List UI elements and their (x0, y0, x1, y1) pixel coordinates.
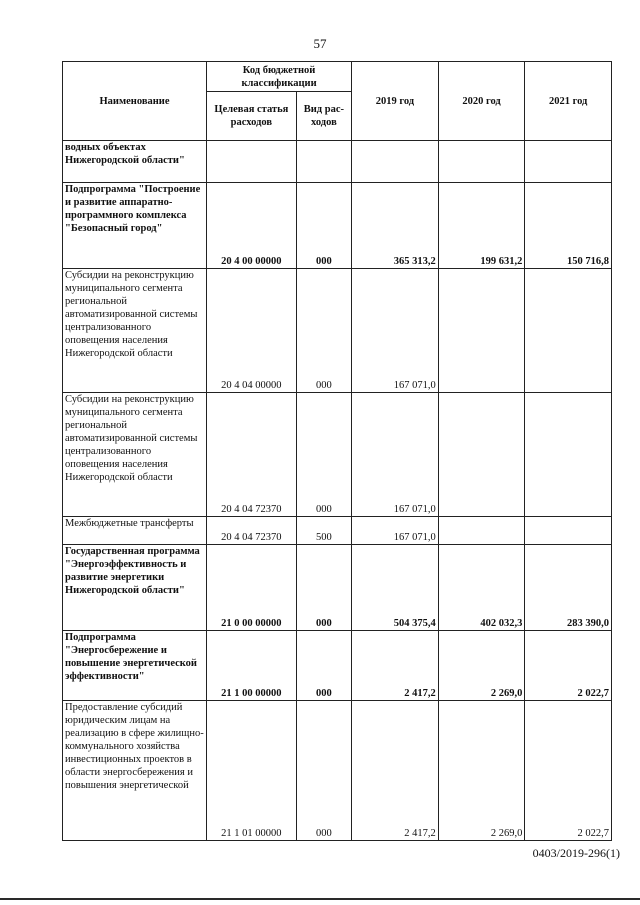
header-year-2020: 2020 год (438, 62, 525, 141)
row-code: 21 1 00 00000 (207, 631, 297, 701)
row-type: 000 (296, 631, 351, 701)
budget-table (62, 61, 612, 841)
table-row (63, 517, 612, 545)
row-name: Подпрограмма "Построение и развитие аппаратно-программного комплекса "Безопасный город" (63, 183, 207, 269)
row-code (207, 141, 297, 183)
table-row (63, 269, 612, 393)
row-2019: 167 071,0 (352, 517, 439, 545)
table-row (63, 393, 612, 517)
row-code: 20 4 04 72370 (207, 517, 297, 545)
row-2020: 402 032,3 (438, 545, 525, 631)
row-2021 (525, 141, 612, 183)
row-code: 21 1 01 00000 (207, 701, 297, 841)
header-target-article: Целевая статья расходов (207, 92, 297, 141)
header-name: Наименование (63, 62, 207, 141)
row-code: 20 4 04 72370 (207, 393, 297, 517)
row-type (296, 141, 351, 183)
row-2020 (438, 141, 525, 183)
row-2021 (525, 517, 612, 545)
row-2021: 2 022,7 (525, 701, 612, 841)
header-expense-type: Вид рас-ходов (296, 92, 351, 141)
header-year-2019: 2019 год (352, 62, 439, 141)
row-type: 000 (296, 545, 351, 631)
row-2019: 167 071,0 (352, 269, 439, 393)
row-2021 (525, 269, 612, 393)
row-2020 (438, 269, 525, 393)
row-2019: 504 375,4 (352, 545, 439, 631)
header-year-2021: 2021 год (525, 62, 612, 141)
row-type: 000 (296, 393, 351, 517)
table-row (63, 183, 612, 269)
row-2021: 150 716,8 (525, 183, 612, 269)
row-code: 20 4 04 00000 (207, 269, 297, 393)
row-2020 (438, 393, 525, 517)
page-number: 57 (313, 36, 327, 51)
row-name: Подпрограмма "Энергосбережение и повышение энергетической эффективности" (63, 631, 207, 701)
table-row (63, 701, 612, 841)
row-type: 000 (296, 183, 351, 269)
row-type: 000 (296, 701, 351, 841)
row-name: Предоставление субсидий юридическим лицам на реализацию в сфере жилищно-коммунального хозяйства инвестиционных проектов в области энергосбережения и повышения энергетической (63, 701, 207, 841)
row-2019: 2 417,2 (352, 701, 439, 841)
row-code: 20 4 00 00000 (207, 183, 297, 269)
row-name: Субсидии на реконструкцию муниципального сегмента региональной автоматизированной системы централизованного оповещения населения Нижегородской области (63, 269, 207, 393)
row-name: Межбюджетные трансферты (63, 517, 207, 545)
row-2020: 199 631,2 (438, 183, 525, 269)
row-name: водных объектах Нижегородской области" (63, 141, 207, 183)
table-row (63, 141, 612, 183)
row-2021: 283 390,0 (525, 545, 612, 631)
row-2019: 365 313,2 (352, 183, 439, 269)
row-type: 500 (296, 517, 351, 545)
table-row (63, 545, 612, 631)
document-code: 0403/2019-296(1) (532, 846, 620, 860)
scan-edge-line (0, 898, 640, 900)
row-name: Государственная программа "Энергоэффективность и развитие энергетики Нижегородской области" (63, 545, 207, 631)
row-2020: 2 269,0 (438, 631, 525, 701)
row-2021 (525, 393, 612, 517)
row-2019: 2 417,2 (352, 631, 439, 701)
row-2020: 2 269,0 (438, 701, 525, 841)
row-name: Субсидии на реконструкцию муниципального сегмента региональной автоматизированной системы централизованного оповещения населения Нижегородской области (63, 393, 207, 517)
row-2019: 167 071,0 (352, 393, 439, 517)
row-2021: 2 022,7 (525, 631, 612, 701)
row-2020 (438, 517, 525, 545)
row-code: 21 0 00 00000 (207, 545, 297, 631)
header-code-group: Код бюджетной классификации (207, 62, 352, 92)
table-row (63, 631, 612, 701)
row-type: 000 (296, 269, 351, 393)
row-2019 (352, 141, 439, 183)
